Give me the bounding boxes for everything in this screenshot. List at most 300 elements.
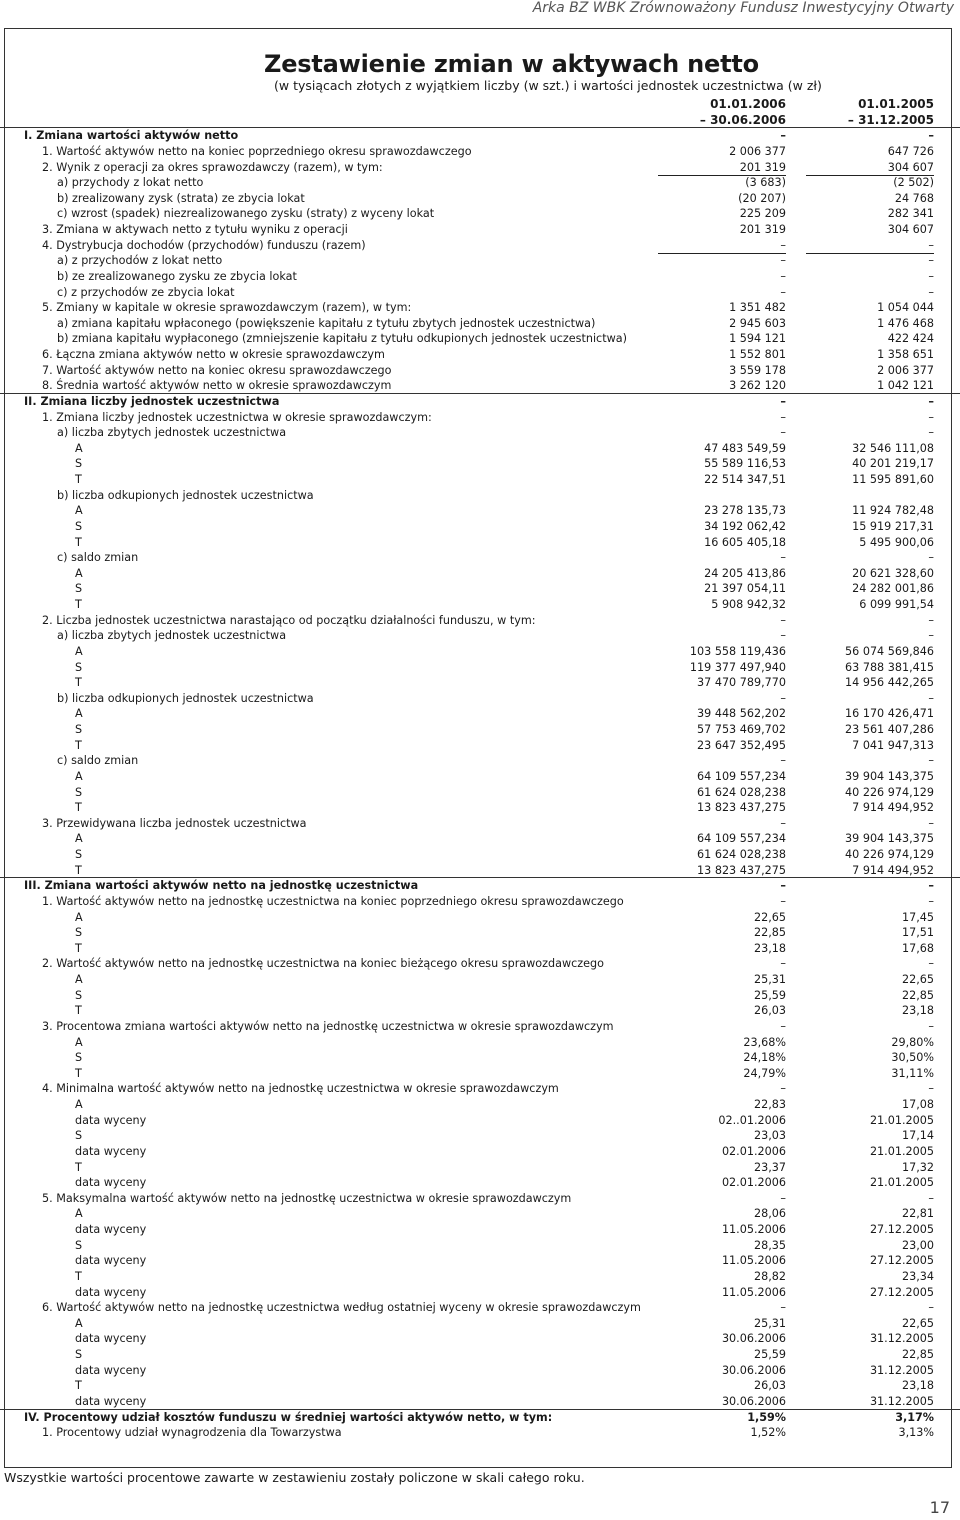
table-row <box>0 1035 960 1051</box>
value-period-2005: 40 201 219,17 <box>852 457 934 471</box>
table-row <box>0 488 960 504</box>
value-period-2005: 17,68 <box>901 941 934 955</box>
row-label: c) z przychodów ze zbycia lokat <box>57 285 235 299</box>
value-period-2006: 30.06.2006 <box>721 1332 786 1346</box>
column-header-row <box>0 97 960 113</box>
value-period-2006: – <box>780 285 786 299</box>
footnote: Wszystkie wartości procentowe zawarte w zestawieniu zostały policzone w skali całego roku. <box>4 1470 585 1485</box>
table-row <box>0 785 960 801</box>
table-row <box>0 1222 960 1238</box>
table-row <box>0 1253 960 1269</box>
value-period-2006: 22,65 <box>753 910 786 924</box>
row-label: 4. Dystrybucja dochodów (przychodów) funduszu (razem) <box>42 238 366 252</box>
table-row <box>0 1238 960 1254</box>
row-label: S <box>75 1348 83 1361</box>
value-period-2005: – <box>928 613 934 627</box>
value-period-2006: 30.06.2006 <box>721 1394 786 1408</box>
value-period-2005: 17,32 <box>901 1160 934 1174</box>
section-row <box>0 393 960 410</box>
row-label: T <box>75 535 82 549</box>
value-period-2006: 1,52% <box>750 1426 786 1440</box>
value-period-2005: 21.01.2005 <box>869 1113 934 1127</box>
value-period-2006: – <box>780 426 786 440</box>
table-row <box>0 331 960 347</box>
row-label: S <box>75 785 83 799</box>
value-period-2005: 5 495 900,06 <box>859 535 934 549</box>
row-label: II. Zmiana liczby jednostek uczestnictwa <box>24 394 280 408</box>
page-number: 17 <box>929 1498 950 1517</box>
row-label: data wyceny <box>75 1254 147 1268</box>
value-period-2005: 17,51 <box>901 926 934 940</box>
value-period-2006: 34 192 062,42 <box>704 519 786 533</box>
row-label: T <box>75 676 82 690</box>
table-row <box>0 691 960 707</box>
row-label: S <box>75 988 83 1002</box>
value-period-2005: 11 595 891,60 <box>852 473 934 486</box>
row-label: data wyceny <box>75 1363 147 1377</box>
row-label: a) przychody z lokat netto <box>57 176 204 190</box>
table-row <box>0 316 960 332</box>
value-period-2006: – <box>780 410 786 424</box>
value-period-2005: 31.12.2005 <box>869 1394 934 1408</box>
table-row <box>0 675 960 691</box>
value-period-2006: 28,82 <box>753 1269 786 1283</box>
row-label: A <box>75 1316 83 1330</box>
table-row <box>0 1113 960 1129</box>
row-label: T <box>75 1379 82 1393</box>
value-period-2005: – 31.12.2005 <box>847 112 934 127</box>
table-row <box>0 738 960 754</box>
table-row <box>0 1144 960 1160</box>
value-period-2005: 2 006 377 <box>877 363 934 377</box>
value-period-2005: 6 099 991,54 <box>859 598 934 611</box>
value-period-2006: 39 448 562,202 <box>697 707 786 721</box>
value-period-2006: 225 209 <box>739 207 786 221</box>
table-row <box>0 972 960 988</box>
value-period-2006: 23 278 135,73 <box>704 504 786 518</box>
value-period-2006: – <box>780 1019 786 1033</box>
value-period-2006: 28,35 <box>753 1238 786 1252</box>
table-row <box>0 925 960 941</box>
table-row <box>0 519 960 535</box>
value-period-2005: 23,34 <box>901 1269 934 1283</box>
value-period-2006: 02.01.2006 <box>721 1144 786 1158</box>
value-period-2006: 13 823 437,275 <box>697 863 786 877</box>
value-period-2005: – <box>928 426 934 440</box>
row-label: 2. Liczba jednostek uczestnictwa narastająco od początku działalności funduszu, w tym: <box>42 613 536 627</box>
value-period-2005: 24 282 001,86 <box>852 582 934 596</box>
value-period-2006: 5 908 942,32 <box>711 598 786 611</box>
row-label: IV. Procentowy udział kosztów funduszu w średniej wartości aktywów netto, w tym: <box>24 1410 553 1424</box>
value-period-2005: 282 341 <box>887 207 934 221</box>
value-period-2005: 39 904 143,375 <box>845 832 934 846</box>
row-label: A <box>75 1035 83 1049</box>
value-period-2006: – <box>780 613 786 627</box>
value-period-2005: – <box>928 691 934 705</box>
value-period-2005: 11 924 782,48 <box>852 504 934 518</box>
value-period-2006: 1,59% <box>747 1410 786 1424</box>
value-period-2006: 25,59 <box>753 988 786 1002</box>
table-row <box>0 410 960 426</box>
value-period-2005: 23,18 <box>901 1379 934 1393</box>
value-period-2006: – <box>780 816 786 830</box>
row-label: 6. Łączna zmiana aktywów netto w okresie sprawozdawczym <box>42 348 385 361</box>
statement-table <box>0 97 960 1441</box>
table-row <box>0 956 960 972</box>
row-label: A <box>75 504 83 518</box>
table-row <box>0 597 960 613</box>
value-period-2006: 24,79% <box>743 1066 786 1080</box>
table-row <box>0 160 960 176</box>
value-period-2005: – <box>806 238 934 255</box>
value-period-2006: 25,59 <box>753 1348 786 1361</box>
value-period-2005: – <box>928 269 934 283</box>
row-label: A <box>75 832 83 846</box>
row-label: T <box>75 863 82 877</box>
row-label: A <box>75 441 83 455</box>
value-period-2006: – <box>780 394 786 408</box>
value-period-2006: 64 109 557,234 <box>697 769 786 783</box>
value-period-2006: – <box>780 269 786 283</box>
table-row <box>0 566 960 582</box>
value-period-2006: 22 514 347,51 <box>704 473 786 486</box>
table-row <box>0 831 960 847</box>
table-row <box>0 144 960 160</box>
value-period-2005: 40 226 974,129 <box>845 785 934 799</box>
row-label: A <box>75 910 83 924</box>
value-period-2005: 22,85 <box>901 988 934 1002</box>
value-period-2006: 103 558 119,436 <box>689 644 786 658</box>
value-period-2006: 30.06.2006 <box>721 1363 786 1377</box>
table-row <box>0 1316 960 1332</box>
value-period-2006: 2 006 377 <box>729 144 786 158</box>
value-period-2006: 26,03 <box>753 1379 786 1393</box>
table-row <box>0 847 960 863</box>
value-period-2006: 24,18% <box>743 1051 786 1065</box>
row-label: 4. Minimalna wartość aktywów netto na jednostkę uczestnictwa w okresie sprawozdawczym <box>42 1082 559 1096</box>
value-period-2006: 11.05.2006 <box>721 1223 786 1236</box>
value-period-2006: 3 559 178 <box>729 363 786 377</box>
value-period-2005: 20 621 328,60 <box>852 566 934 580</box>
row-label: S <box>75 1129 83 1143</box>
row-label: 7. Wartość aktywów netto na koniec okresu sprawozdawczego <box>42 363 392 377</box>
row-label: A <box>75 973 83 986</box>
value-period-2005: – <box>928 551 934 565</box>
value-period-2005: – <box>928 957 934 971</box>
section-row <box>0 1409 960 1426</box>
value-period-2005: – <box>928 1019 934 1033</box>
table-row <box>0 1191 960 1207</box>
table-row <box>0 550 960 566</box>
table-row <box>0 1206 960 1222</box>
value-period-2006: 119 377 497,940 <box>689 660 786 674</box>
value-period-2005: – <box>928 285 934 299</box>
row-label: c) wzrost (spadek) niezrealizowanego zysku (straty) z wyceny lokat <box>57 207 435 221</box>
value-period-2006: 22,83 <box>753 1098 786 1111</box>
value-period-2006: 61 624 028,238 <box>697 848 786 861</box>
value-period-2006: 25,31 <box>753 973 786 986</box>
table-row <box>0 253 960 269</box>
table-row <box>0 191 960 207</box>
row-label: 3. Procentowa zmiana wartości aktywów netto na jednostkę uczestnictwa w okresie sprawozdawczym <box>42 1019 614 1033</box>
table-row <box>0 269 960 285</box>
value-period-2005: 21.01.2005 <box>869 1176 934 1190</box>
row-label: 6. Wartość aktywów netto na jednostkę uczestnictwa według ostatniej wyceny w okresie sprawozdawczym <box>42 1301 641 1315</box>
table-row <box>0 769 960 785</box>
value-period-2005: 15 919 217,31 <box>852 519 934 533</box>
value-period-2005: 7 914 494,952 <box>852 863 934 877</box>
value-period-2006: – <box>780 1082 786 1096</box>
row-label: T <box>75 801 82 815</box>
table-row <box>0 441 960 457</box>
table-row <box>0 1378 960 1394</box>
value-period-2005: 17,08 <box>901 1098 934 1111</box>
row-label: A <box>75 644 83 658</box>
value-period-2006: (3 683) <box>745 176 786 190</box>
value-period-2005: 29,80% <box>891 1035 934 1049</box>
value-period-2005: 7 914 494,952 <box>852 801 934 815</box>
value-period-2006: 23,18 <box>753 941 786 955</box>
value-period-2005: 16 170 426,471 <box>845 707 934 721</box>
row-label: a) z przychodów z lokat netto <box>57 254 223 268</box>
value-period-2006: 13 823 437,275 <box>697 801 786 815</box>
value-period-2005: 01.01.2005 <box>858 97 934 111</box>
row-label: 2. Wynik z operacji za okres sprawozdawczy (razem), w tym: <box>42 160 383 174</box>
value-period-2006: 1 351 482 <box>729 301 786 315</box>
row-label: 2. Wartość aktywów netto na jednostkę uczestnictwa na koniec bieżącego okresu sprawozdawczego <box>42 957 604 971</box>
value-period-2006: – <box>780 754 786 768</box>
row-label: S <box>75 457 83 471</box>
row-label: T <box>75 738 82 752</box>
table-row <box>0 1081 960 1097</box>
value-period-2005: 17,14 <box>901 1129 934 1143</box>
value-period-2005: – <box>928 879 934 893</box>
value-period-2005: 17,45 <box>901 910 934 924</box>
value-period-2005: 1 358 651 <box>877 348 934 361</box>
row-label: c) saldo zmian <box>57 754 139 768</box>
table-row <box>0 378 960 394</box>
value-period-2006: – <box>780 1301 786 1315</box>
value-period-2005: 21.01.2005 <box>869 1144 934 1158</box>
table-row <box>0 1394 960 1410</box>
row-label: a) liczba zbytych jednostek uczestnictwa <box>57 426 287 440</box>
table-row <box>0 238 960 254</box>
value-period-2005: – <box>928 1082 934 1096</box>
value-period-2005: 647 726 <box>887 144 934 158</box>
row-label: a) zmiana kapitału wpłaconego (powiększenie kapitału z tytułu zbytych jednostek uczestnictwa) <box>57 316 596 330</box>
value-period-2006: – 30.06.2006 <box>699 112 786 127</box>
table-row <box>0 660 960 676</box>
table-row <box>0 1050 960 1066</box>
value-period-2005: 23 561 407,286 <box>845 723 934 736</box>
value-period-2006: 23,03 <box>753 1129 786 1143</box>
table-row <box>0 1066 960 1082</box>
value-period-2006: 21 397 054,11 <box>704 582 786 596</box>
row-label: data wyceny <box>75 1113 147 1127</box>
table-row <box>0 1160 960 1176</box>
value-period-2005: 30,50% <box>891 1051 934 1065</box>
table-row <box>0 206 960 222</box>
value-period-2006: 01.01.2006 <box>710 97 786 111</box>
row-label: A <box>75 707 83 721</box>
value-period-2006: 23,37 <box>753 1160 786 1174</box>
row-label: 8. Średnia wartość aktywów netto w okresie sprawozdawczym <box>42 379 392 393</box>
value-period-2005: 31,11% <box>891 1066 934 1080</box>
row-label: A <box>75 769 83 783</box>
value-period-2006: – <box>780 1191 786 1205</box>
page-subtitle: (w tysiącach złotych z wyjątkiem liczby (w szt.) i wartości jednostek uczestnictwa (w zł) <box>274 78 822 93</box>
value-period-2006: 22,85 <box>753 926 786 940</box>
fund-name-header: Arka BZ WBK Zrównoważony Fundusz Inwestycyjny Otwarty <box>532 0 954 16</box>
value-period-2005: – <box>928 254 934 268</box>
value-period-2005: – <box>928 129 934 143</box>
value-period-2006: 57 753 469,702 <box>697 723 786 736</box>
section-row <box>0 127 960 144</box>
table-row <box>0 347 960 363</box>
row-label: S <box>75 660 83 674</box>
value-period-2005: 22,65 <box>901 973 934 986</box>
value-period-2006: 02..01.2006 <box>718 1113 786 1127</box>
row-label: 1. Zmiana liczby jednostek uczestnictwa w okresie sprawozdawczym: <box>42 410 432 424</box>
table-row <box>0 1425 960 1441</box>
table-row <box>0 1097 960 1113</box>
page-title: Zestawienie zmian w aktywach netto <box>264 50 759 78</box>
value-period-2006: – <box>780 894 786 908</box>
value-period-2005: – <box>928 894 934 908</box>
value-period-2006: 64 109 557,234 <box>697 832 786 846</box>
table-row <box>0 456 960 472</box>
row-label: data wyceny <box>75 1223 147 1236</box>
row-label: b) liczba odkupionych jednostek uczestnictwa <box>57 691 314 705</box>
row-label: 1. Wartość aktywów netto na jednostkę uczestnictwa na koniec poprzedniego okresu sprawozdawczego <box>42 894 624 908</box>
value-period-2005: – <box>928 1191 934 1205</box>
value-period-2005: 422 424 <box>887 332 934 346</box>
row-label: T <box>75 598 82 611</box>
row-label: T <box>75 1066 82 1080</box>
table-row <box>0 1331 960 1347</box>
value-period-2005: 40 226 974,129 <box>845 848 934 861</box>
value-period-2006: – <box>780 629 786 643</box>
table-row <box>0 910 960 926</box>
row-label: data wyceny <box>75 1332 147 1346</box>
value-period-2005: 1 054 044 <box>877 301 934 315</box>
row-label: S <box>75 848 83 861</box>
table-row <box>0 1285 960 1301</box>
table-row <box>0 1300 960 1316</box>
row-label: S <box>75 1051 83 1065</box>
row-label: b) ze zrealizowanego zysku ze zbycia lokat <box>57 269 297 283</box>
table-row <box>0 425 960 441</box>
table-row <box>0 628 960 644</box>
table-row <box>0 300 960 316</box>
row-label: T <box>75 1160 82 1174</box>
value-period-2005: 23,00 <box>901 1238 934 1252</box>
table-row <box>0 613 960 629</box>
row-label: T <box>75 1269 82 1283</box>
table-row <box>0 285 960 301</box>
value-period-2005: 39 904 143,375 <box>845 769 934 783</box>
value-period-2005: 31.12.2005 <box>869 1332 934 1346</box>
table-row <box>0 722 960 738</box>
value-period-2006: – <box>780 691 786 705</box>
value-period-2005: 27.12.2005 <box>869 1285 934 1299</box>
row-label: A <box>75 566 83 580</box>
value-period-2006: 61 624 028,238 <box>697 785 786 799</box>
row-label: T <box>75 1004 82 1018</box>
row-label: 3. Przewidywana liczba jednostek uczestnictwa <box>42 816 307 830</box>
value-period-2006: 11.05.2006 <box>721 1285 786 1299</box>
row-label: 5. Maksymalna wartość aktywów netto na jednostkę uczestnictwa w okresie sprawozdawczym <box>42 1191 572 1205</box>
value-period-2006: 23,68% <box>743 1035 786 1049</box>
table-row <box>0 1019 960 1035</box>
row-label: data wyceny <box>75 1144 147 1158</box>
table-row <box>0 1128 960 1144</box>
table-row <box>0 706 960 722</box>
value-period-2006: – <box>780 551 786 565</box>
value-period-2005: (2 502) <box>893 176 934 190</box>
value-period-2005: 3,17% <box>895 1410 934 1424</box>
value-period-2005: 7 041 947,313 <box>852 738 934 752</box>
value-period-2006: 16 605 405,18 <box>704 535 786 549</box>
value-period-2006: – <box>780 129 786 143</box>
value-period-2005: 22,81 <box>901 1207 934 1221</box>
row-label: I. Zmiana wartości aktywów netto <box>24 129 239 143</box>
table-row <box>0 472 960 488</box>
value-period-2005: 22,85 <box>901 1348 934 1361</box>
value-period-2005: 3,13% <box>898 1426 934 1440</box>
section-row <box>0 877 960 894</box>
column-header-row <box>0 113 960 129</box>
row-label: data wyceny <box>75 1394 147 1408</box>
value-period-2006: 2 945 603 <box>729 316 786 330</box>
value-period-2005: 56 074 569,846 <box>845 644 934 658</box>
table-row <box>0 175 960 191</box>
value-period-2006: 24 205 413,86 <box>704 566 786 580</box>
row-label: c) saldo zmian <box>57 551 139 565</box>
value-period-2006: – <box>780 879 786 893</box>
value-period-2006: (20 207) <box>738 191 786 205</box>
table-row <box>0 1269 960 1285</box>
value-period-2006: 3 262 120 <box>729 379 786 393</box>
value-period-2005: 304 607 <box>887 223 934 236</box>
table-row <box>0 1347 960 1363</box>
row-label: S <box>75 582 83 596</box>
row-label: S <box>75 926 83 940</box>
row-label: S <box>75 519 83 533</box>
table-row <box>0 863 960 879</box>
table-row <box>0 363 960 379</box>
table-row <box>0 1175 960 1191</box>
row-label: T <box>75 941 82 955</box>
value-period-2005: 27.12.2005 <box>869 1223 934 1236</box>
row-label: S <box>75 1238 83 1252</box>
value-period-2005: – <box>928 816 934 830</box>
value-period-2005: – <box>928 410 934 424</box>
row-label: III. Zmiana wartości aktywów netto na jednostkę uczestnictwa <box>24 879 419 893</box>
row-label: 3. Zmiana w aktywach netto z tytułu wyniku z operacji <box>42 223 348 236</box>
value-period-2006: 47 483 549,59 <box>704 441 786 455</box>
value-period-2005: 304 607 <box>806 160 934 177</box>
row-label: 5. Zmiany w kapitale w okresie sprawozdawczym (razem), w tym: <box>42 301 412 315</box>
value-period-2005: 24 768 <box>894 191 934 205</box>
value-period-2006: 02.01.2006 <box>721 1176 786 1190</box>
value-period-2005: – <box>928 754 934 768</box>
value-period-2006: 201 319 <box>739 223 786 236</box>
value-period-2006: – <box>780 254 786 268</box>
value-period-2005: 22,65 <box>901 1316 934 1330</box>
value-period-2006: 201 319 <box>658 160 786 177</box>
value-period-2006: – <box>658 238 786 255</box>
